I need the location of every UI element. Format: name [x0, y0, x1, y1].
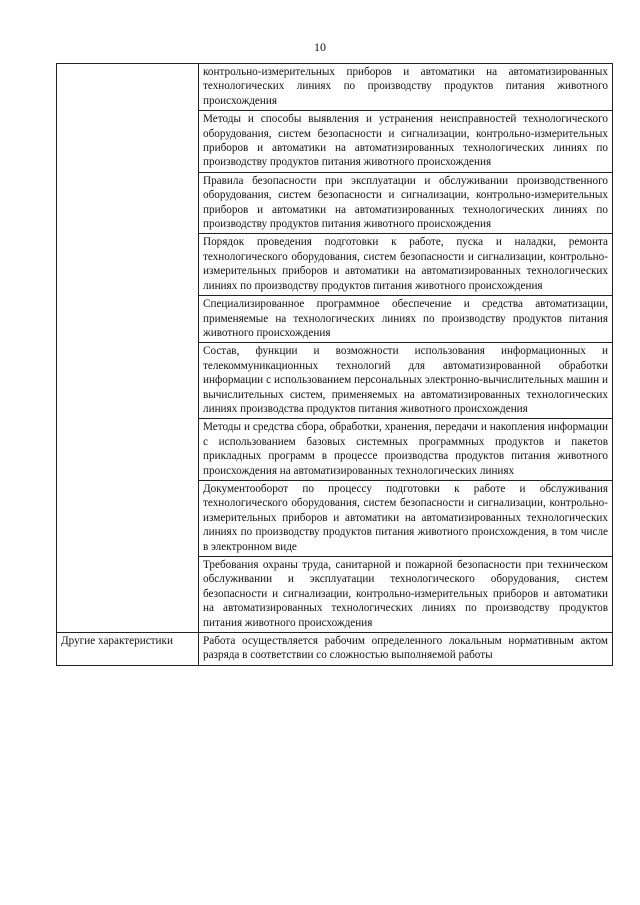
row-text: Методы и способы выявления и устранения неисправностей технологического оборудования, систем безопасности и сигнализации, контрольно-измерительных приборов и автоматики на автоматизированных технологических линиях по производству продуктов питания животного происхождения — [199, 111, 613, 173]
table-body — [57, 64, 613, 666]
table-row — [57, 64, 613, 111]
row-text: Требования охраны труда, санитарной и пожарной безопасности при техническом обслуживании и эксплуатации технологического оборудования, систем безопасности и сигнализации, контрольно-измерительных приборов и автоматики на автоматизированных технологических линиях по производству продуктов питания животного происхождения — [199, 557, 613, 633]
table-row-other-characteristics — [57, 633, 613, 666]
row-text: Состав, функции и возможности использования информационных и телекоммуникационных технологий для автоматизированной обработки информации с использованием персональных электронно-вычислительных машин и вычислительных систем, применяемых на автоматизированных технологических линиях производства продуктов питания животного происхождения — [199, 343, 613, 419]
row-text: Порядок проведения подготовки к работе, пуска и наладки, ремонта технологического оборудования, систем безопасности и сигнализации, контрольно-измерительных приборов и автоматики на автоматизированных технологических линиях по производству продуктов питания животного происхождения — [199, 234, 613, 296]
row-label — [57, 64, 199, 633]
row-label-other-characteristics: Другие характеристики — [57, 633, 199, 666]
row-text: Правила безопасности при эксплуатации и обслуживании производственного оборудования, систем безопасности и сигнализации, контрольно-измерительных приборов и автоматики на автоматизированных технологических линиях по производству продуктов питания животного происхождения — [199, 172, 613, 234]
page-number: 10 — [314, 40, 326, 54]
row-text-other-characteristics: Работа осуществляется рабочим определенного локальным нормативным актом разряда в соответствии со сложностью выполняемой работы — [199, 633, 613, 666]
row-text: Документооборот по процессу подготовки к работе и обслуживания технологического оборудования, систем безопасности и сигнализации, контрольно-измерительных приборов и автоматики на автоматизированных технологических линиях по производству продуктов питания животного происхождения, в том числе в электронном виде — [199, 480, 613, 556]
row-text: Специализированное программное обеспечение и средства автоматизации, применяемые на технологических линиях по производству продуктов питания животного происхождения — [199, 296, 613, 343]
row-text: Методы и средства сбора, обработки, хранения, передачи и накопления информации с использованием базовых системных программных продуктов и пакетов прикладных программ в процессе производства продуктов питания животного происхождения на автоматизированных технологических линиях — [199, 419, 613, 481]
characteristics-table — [56, 63, 613, 666]
row-text: контрольно-измерительных приборов и автоматики на автоматизированных технологических линиях по производству продуктов питания животного происхождения — [199, 64, 613, 111]
